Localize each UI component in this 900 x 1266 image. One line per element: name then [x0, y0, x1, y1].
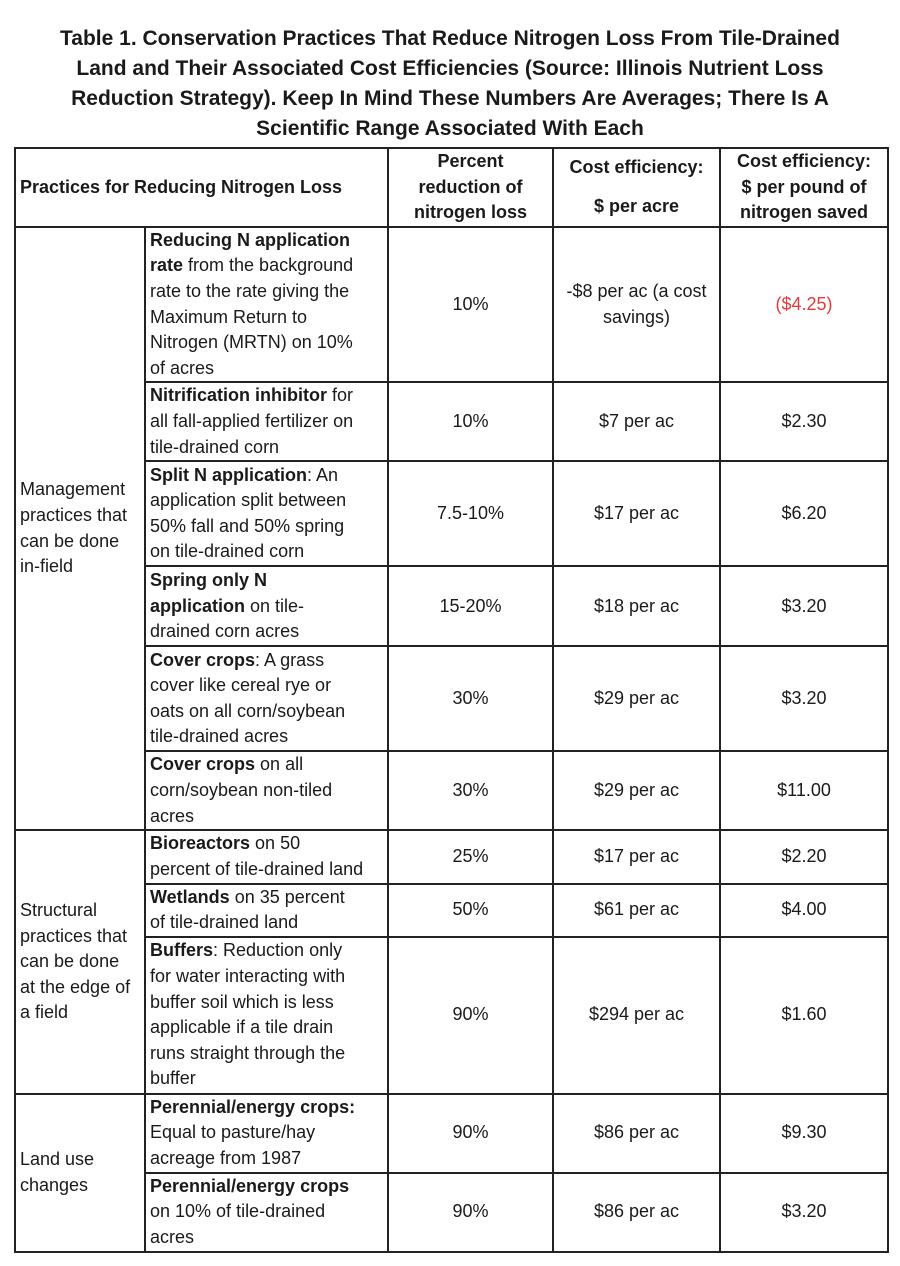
cost-per-acre-cell: $86 per ac: [553, 1094, 720, 1173]
percent-cell: 25%: [388, 830, 553, 883]
header-row: [15, 148, 888, 227]
practice-description: Split N application: An application split between 50% fall and 50% spring on tile-drained corn: [145, 461, 388, 566]
percent-cell: 90%: [388, 1173, 553, 1252]
table-row: [15, 884, 888, 937]
group-management: Management practices that can be done in-field: [15, 227, 145, 831]
cost-per-pound-cell: $6.20: [720, 461, 888, 566]
cost-per-acre-cell: $61 per ac: [553, 884, 720, 937]
cost-per-acre-cell: $294 per ac: [553, 937, 720, 1094]
percent-cell: 10%: [388, 382, 553, 461]
table-row: [15, 1173, 888, 1252]
cost-per-pound-cell: $2.20: [720, 830, 888, 883]
cost-per-pound-cell: $4.00: [720, 884, 888, 937]
header-practices: Practices for Reducing Nitrogen Loss: [15, 148, 388, 227]
nitrogen-practices-table: [14, 147, 889, 1253]
title-line: Table 1. Conservation Practices That Reduce Nitrogen Loss From Tile-Drained: [60, 27, 840, 50]
table-row: [15, 382, 888, 461]
cost-per-pound-cell: $3.20: [720, 566, 888, 646]
table-row: [15, 461, 888, 566]
cost-per-pound-cell: $3.20: [720, 1173, 888, 1252]
percent-cell: 30%: [388, 751, 553, 830]
title-line: Reduction Strategy). Keep In Mind These Numbers Are Averages; There Is A: [71, 87, 829, 110]
title-line: Scientific Range Associated With Each: [256, 117, 644, 140]
practice-description: Cover crops on all corn/soybean non-tiled acres: [145, 751, 388, 830]
table-row: [15, 227, 888, 383]
practice-description: Reducing N application rate from the background rate to the rate giving the Maximum Return to Nitrogen (MRTN) on 10% of acres: [145, 227, 388, 383]
cost-per-pound-cell: $11.00: [720, 751, 888, 830]
percent-cell: 30%: [388, 646, 553, 751]
table-row: [15, 566, 888, 646]
cost-per-pound-cell: $1.60: [720, 937, 888, 1094]
cost-per-pound-cell: ($4.25): [720, 227, 888, 383]
cost-per-acre-cell: -$8 per ac (a cost savings): [553, 227, 720, 383]
cost-per-acre-cell: $86 per ac: [553, 1173, 720, 1252]
group-land-use: Land use changes: [15, 1094, 145, 1252]
percent-cell: 90%: [388, 937, 553, 1094]
cost-per-acre-cell: $7 per ac: [553, 382, 720, 461]
cost-per-pound-cell: $2.30: [720, 382, 888, 461]
header-cost-per-acre: Cost efficiency: $ per acre: [553, 148, 720, 227]
cost-per-pound-cell: $3.20: [720, 646, 888, 751]
header-percent: Percent reduction of nitrogen loss: [388, 148, 553, 227]
percent-cell: 50%: [388, 884, 553, 937]
cost-per-acre-cell: $29 per ac: [553, 646, 720, 751]
cost-per-acre-cell: $17 per ac: [553, 830, 720, 883]
cost-per-acre-cell: $29 per ac: [553, 751, 720, 830]
percent-cell: 10%: [388, 227, 553, 383]
percent-cell: 15-20%: [388, 566, 553, 646]
table-row: [15, 937, 888, 1094]
title-line: Land and Their Associated Cost Efficiencies (Source: Illinois Nutrient Loss: [76, 57, 824, 80]
table-row: [15, 751, 888, 830]
cost-per-acre-cell: $17 per ac: [553, 461, 720, 566]
practice-description: Bioreactors on 50 percent of tile-drained land: [145, 830, 388, 883]
group-structural: Structural practices that can be done at the edge of a field: [15, 830, 145, 1093]
practice-description: Cover crops: A grass cover like cereal rye or oats on all corn/soybean tile-drained acres: [145, 646, 388, 751]
percent-cell: 90%: [388, 1094, 553, 1173]
percent-cell: 7.5-10%: [388, 461, 553, 566]
cost-per-acre-cell: $18 per ac: [553, 566, 720, 646]
cost-per-pound-cell: $9.30: [720, 1094, 888, 1173]
table-title: [0, 24, 900, 144]
practice-description: Spring only N application on tile- drained corn acres: [145, 566, 388, 646]
table-row: [15, 646, 888, 751]
header-cost-per-pound: Cost efficiency: $ per pound of nitrogen saved: [720, 148, 888, 227]
table-row: [15, 1094, 888, 1173]
practice-description: Perennial/energy crops on 10% of tile-drained acres: [145, 1173, 388, 1252]
practice-description: Wetlands on 35 percent of tile-drained land: [145, 884, 388, 937]
practice-description: Perennial/energy crops: Equal to pasture/hay acreage from 1987: [145, 1094, 388, 1173]
practice-description: Buffers: Reduction only for water interacting with buffer soil which is less applicable if a tile drain runs straight through the buffer: [145, 937, 388, 1094]
practice-description: Nitrification inhibitor for all fall-applied fertilizer on tile-drained corn: [145, 382, 388, 461]
table-row: [15, 830, 888, 883]
